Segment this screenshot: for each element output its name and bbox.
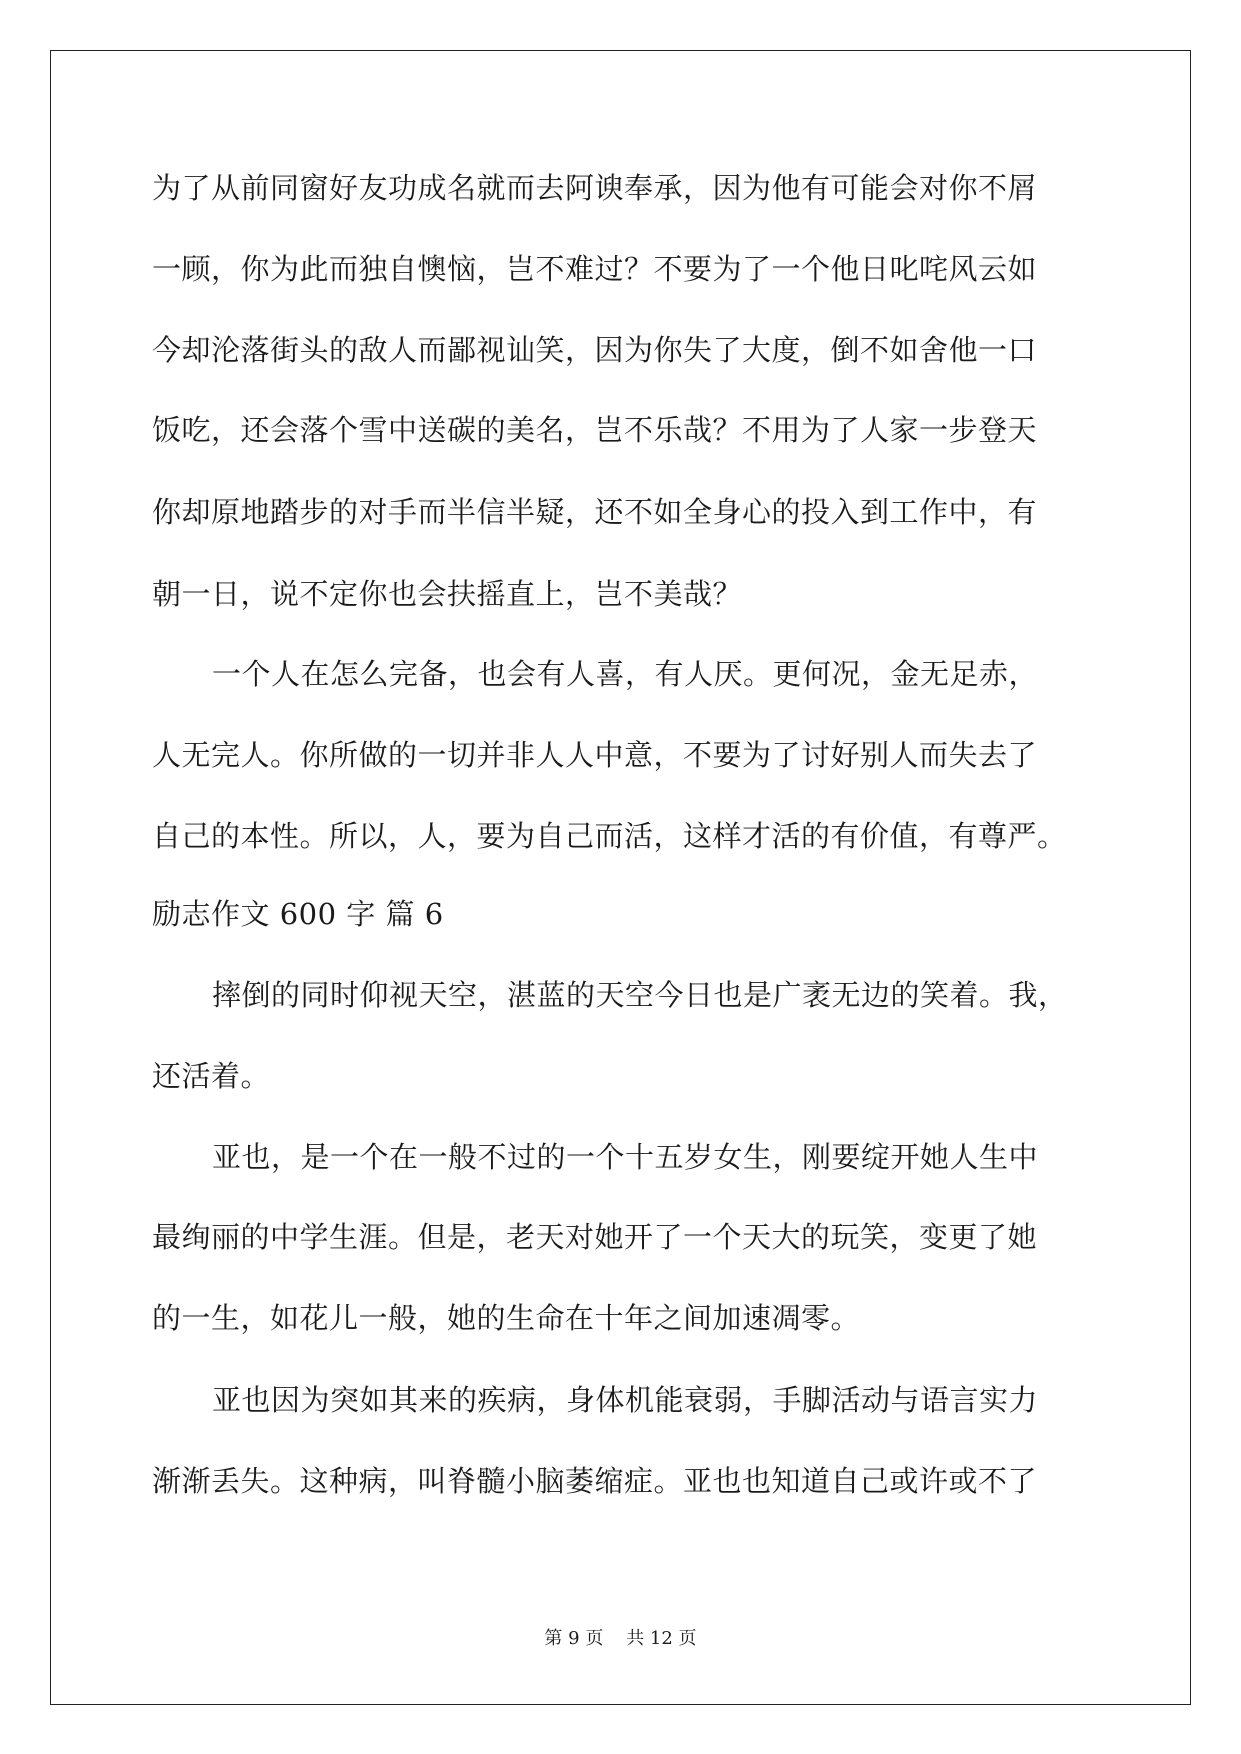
- text-line: 一顾，你为此而独自懊恼，岂不难过？不要为了一个他日叱咤风云如: [152, 252, 1038, 286]
- text-line: 朝一日，说不定你也会扶摇直上，岂不美哉？: [152, 577, 743, 611]
- paragraph-first-line: 摔倒的同时仰视天空，湛蓝的天空今日也是广袤无边的笑着。我，: [212, 978, 1068, 1012]
- text-line: 还活着。: [152, 1059, 271, 1093]
- text-line: 你却原地踏步的对手而半信半疑，还不如全身心的投入到工作中，有: [152, 495, 1038, 529]
- section-heading: 励志作文 600 字 篇 6: [152, 897, 444, 931]
- paragraph-first-line: 亚也因为突如其来的疾病，身体机能衰弱，手脚活动与语言实力: [212, 1383, 1039, 1417]
- text-line: 最绚丽的中学生涯。但是，老天对她开了一个天大的玩笑，变更了她: [152, 1220, 1038, 1254]
- text-line: 为了从前同窗好友功成名就而去阿谀奉承，因为他有可能会对你不屑: [152, 171, 1038, 205]
- text-line: 渐渐丢失。这种病，叫脊髓小脑萎缩症。亚也也知道自己或许或不了: [152, 1464, 1038, 1498]
- text-line: 今却沦落街头的敌人而鄙视讪笑，因为你失了大度，倒不如舍他一口: [152, 333, 1038, 367]
- page-border: [50, 50, 1191, 1705]
- text-line: 人无完人。你所做的一切并非人人中意，不要为了讨好别人而失去了: [152, 738, 1038, 772]
- text-line: 的一生，如花儿一般，她的生命在十年之间加速凋零。: [152, 1301, 861, 1335]
- text-line: 饭吃，还会落个雪中送碳的美名，岂不乐哉？不用为了人家一步登天: [152, 413, 1038, 447]
- text-line: 自己的本性。所以，人，要为自己而活，这样才活的有价值，有尊严。: [152, 819, 1067, 853]
- paragraph-first-line: 一个人在怎么完备，也会有人喜，有人厌。更何况，金无足赤，: [212, 657, 1039, 691]
- paragraph-first-line: 亚也，是一个在一般不过的一个十五岁女生，刚要绽开她人生中: [212, 1140, 1039, 1174]
- page-number-footer: 第 9 页 共 12 页: [544, 1628, 697, 1649]
